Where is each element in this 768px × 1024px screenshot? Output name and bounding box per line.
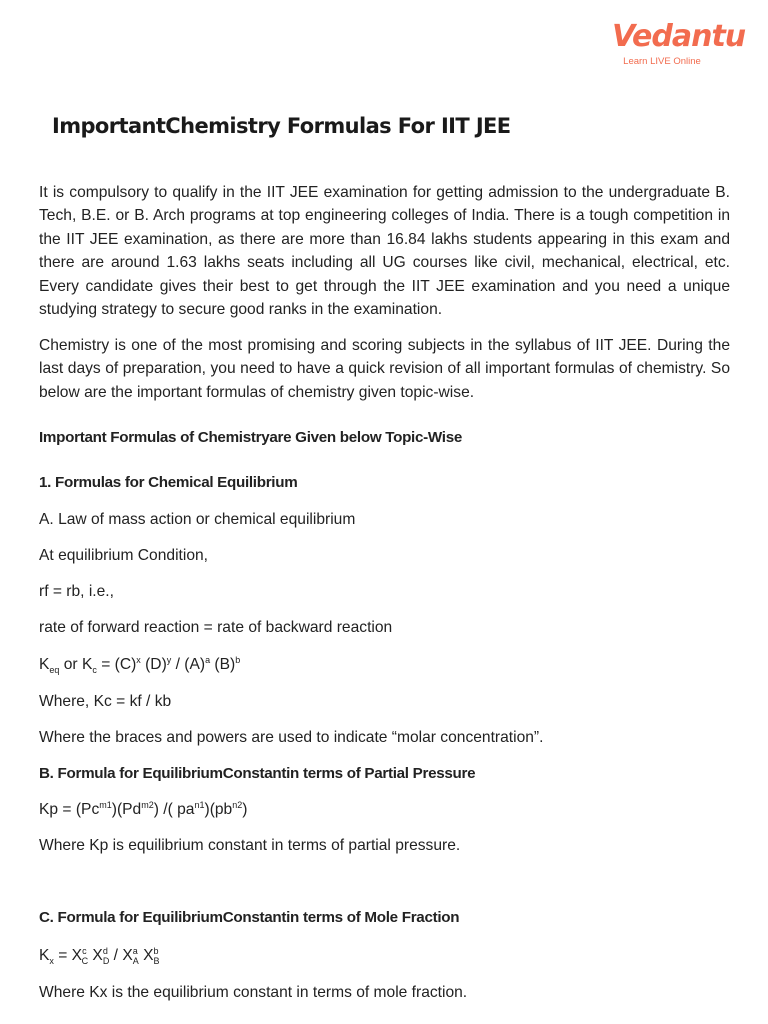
logo-tagline: Learn LIVE Online <box>623 56 701 67</box>
section-c-heading: C. Formula for EquilibriumConstantin terms of Mole Fraction <box>39 909 460 926</box>
braces-note: Where the braces and powers are used to indicate “molar concentration”. <box>39 729 544 746</box>
intro-paragraph: It is compulsory to qualify in the IIT JEE examination for getting admission to the undergraduate B. Tech, B.E. or B. Arch programs at top engineering colleges of India. There is a tough competition in the IIT JEE examination, as there are more than 16.84 lakhs students appearing in this exam and there are around 1.63 lakhs seats including all UG courses like civil, mechanical, electrical, etc. Every candidate gives their best to get through the IIT JEE examination and you need a unique studying strategy to secure good ranks in the examination. <box>39 184 730 319</box>
section-1-heading: 1. Formulas for Chemical Equilibrium <box>39 474 298 491</box>
equilibrium-condition: At equilibrium Condition, <box>39 547 209 564</box>
section-b-heading: B. Formula for EquilibriumConstantin terms of Partial Pressure <box>39 765 476 782</box>
kx-formula: $K_x = X^c_C$ $X^d_D / X^a_A$ $X^b_B$ <box>39 946 160 966</box>
chemistry-paragraph: Chemistry is one of the most promising and scoring subjects in the syllabus of IIT JEE. During the last days of preparation, you need to have a quick revision of all important formulas of chemistry. So below are the important formulas of chemistry given topic-wise. <box>39 337 730 401</box>
keq-formula: $K_{eq}$ or $K_c = (C)^x$ $(D)^y / (A)^a$ $(B)^b$ <box>39 655 241 675</box>
kc-definition: Where, Kc = kf / kb <box>39 693 172 710</box>
logo-brand: Vedantu <box>612 19 746 54</box>
law-of-mass-action: A. Law of mass action or chemical equilibrium <box>39 511 356 528</box>
page-title: ImportantChemistry Formulas For IIT JEE <box>52 114 511 138</box>
kx-definition: Where Kx is the equilibrium constant in terms of mole fraction. <box>39 984 468 1001</box>
vedantu-logo <box>612 19 746 72</box>
kp-definition: Where Kp is equilibrium constant in terms of partial pressure. <box>39 837 461 854</box>
kp-formula: $Kp = (Pc^{m1})(Pd^{m2})$ /( $pa^{n1})(pb^{n2})$ <box>39 800 248 818</box>
topic-wise-heading: Important Formulas of Chemistryare Given below Topic-Wise <box>39 429 462 446</box>
rate-equation: rate of forward reaction = rate of backward reaction <box>39 619 393 636</box>
rf-equals-rb: rf = rb, i.e., <box>39 583 114 600</box>
